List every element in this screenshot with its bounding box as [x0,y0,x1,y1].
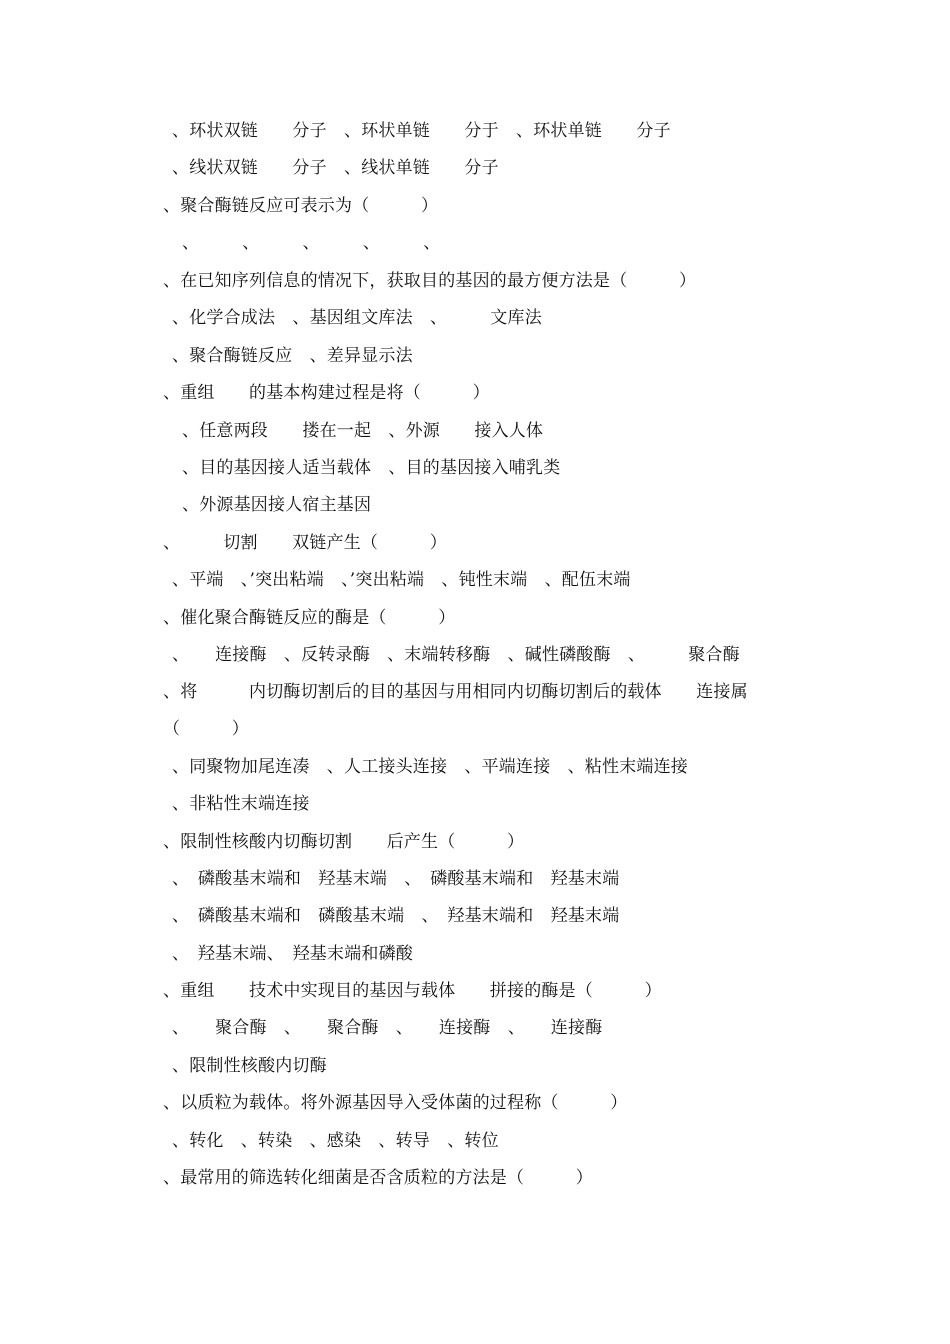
option-line-circular-chains: 、环状双链 分子 、环状单链 分于 、环状单链 分子 [172,121,671,141]
option-line-any-two-segments: 、任意两段 搂在一起 、外源 接入人体 [182,421,544,441]
option-line-hydroxyl-phosphate: 、 羟基末端、 羟基末端和磷酸 [172,944,413,964]
question-gene-acquisition: 、在已知序列信息的情况下，获取目的基因的最方便方法是（ ） [163,271,697,291]
option-line-phosphate-hydroxyl-2: 、 磷酸基末端和 磷酸基末端 、 羟基末端和 羟基末端 [172,906,620,926]
question-recombinant-construction: 、重组 的基本构建过程是将（ ） [163,383,490,403]
question-pcr-representation: 、聚合酶链反应可表示为（ ） [163,196,439,216]
option-line-linear-chains: 、线状双链 分子 、线状单链 分子 [172,158,499,178]
option-line-transfer-methods: 、转化 、转染 、感染 、转导 、转位 [172,1131,499,1151]
option-line-restriction-enzyme: 、限制性核酸内切酶 [172,1056,327,1076]
option-line-phosphate-hydroxyl-1: 、 磷酸基末端和 羟基末端 、 磷酸基末端和 羟基末端 [172,869,620,889]
option-line-foreign-gene-host: 、外源基因接人宿主基因 [182,495,372,515]
question-ligation-type-paren: （ ） [163,719,249,739]
option-line-polymerase-ligase: 、 聚合酶 、 聚合酶 、 连接酶 、 连接酶 [172,1018,603,1038]
option-line-synthesis-library: 、化学合成法 、基因组文库法 、 文库法 [172,308,542,328]
option-line-ligation-methods: 、同聚物加尾连凑 、人工接头连接 、平端连接 、粘性末端连接 [172,757,688,777]
option-line-target-gene-vector: 、目的基因接人适当载体 、目的基因接入哺乳类 [182,458,561,478]
question-cut-double-strand: 、 切割 双链产生（ ） [163,533,447,553]
question-plasmid-transfer: 、以质粒为载体。将外源基因导入受体菌的过程称（ ） [163,1093,628,1113]
question-restriction-cut-product: 、限制性核酸内切酶切割 后产生（ ） [163,832,525,852]
option-line-end-types: 、平端 、’突出粘端 、’突出粘端 、钝性末端 、配伍末端 [172,570,631,590]
question-pcr-enzyme: 、催化聚合酶链反应的酶是（ ） [163,608,456,628]
question-ligation-type: 、将 内切酶切割后的目的基因与用相同内切酶切割后的载体 连接属 [163,682,748,702]
question-plasmid-screening: 、最常用的筛选转化细菌是否含质粒的方法是（ ） [163,1168,593,1188]
option-line-non-sticky-end: 、非粘性末端连接 [172,794,310,814]
option-line-blank-choices: 、 、 、 、 、 [182,233,441,253]
question-splicing-enzyme: 、重组 技术中实现目的基因与载体 拼接的酶是（ ） [163,981,662,1001]
option-line-enzymes: 、 连接酶 、反转录酶 、末端转移酶 、碱性磷酸酶 、 聚合酶 [172,645,740,665]
option-line-pcr-display: 、聚合酶链反应 、差异显示法 [172,346,413,366]
